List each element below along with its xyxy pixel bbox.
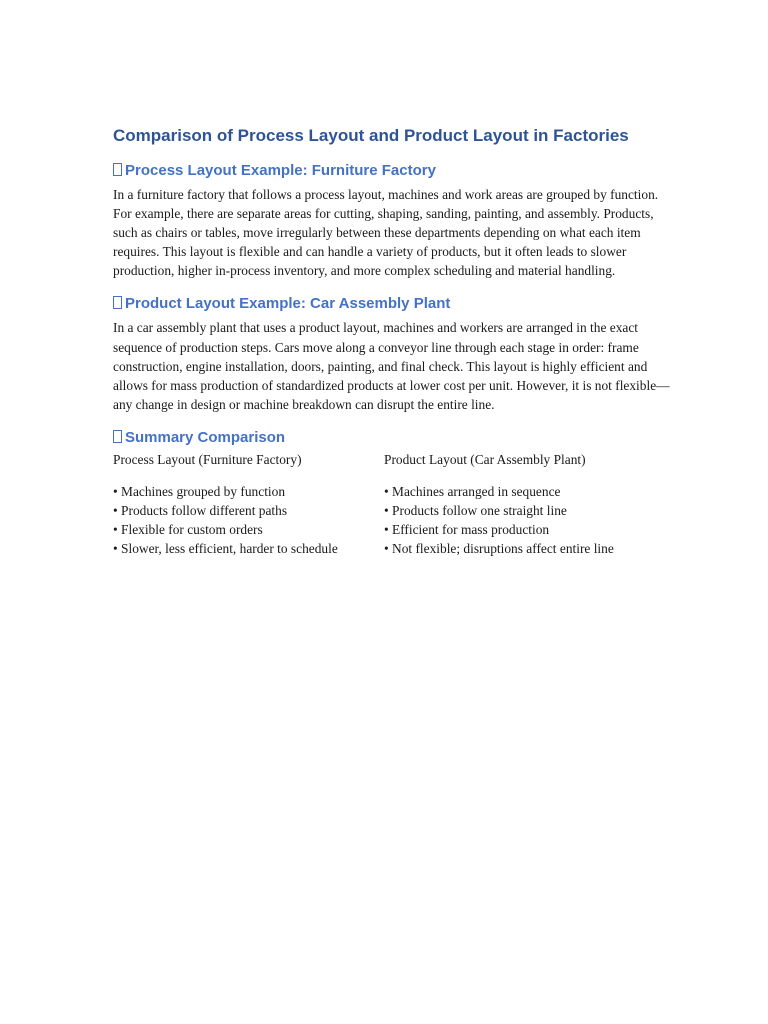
comparison-table — [113, 450, 673, 558]
comparison-column-process — [113, 450, 384, 558]
comparison-column-header: Product Layout (Car Assembly Plant) — [384, 451, 586, 467]
comparison-list-item: • Machines grouped by function — [113, 484, 286, 500]
comparison-list-item: • Flexible for custom orders — [113, 522, 263, 538]
section-paragraph-process-layout: In a furniture factory that follows a process layout, machines and work areas are grouped by function. For example, there are separate areas for cutting, shaping, sanding, painting, and assembly. Products, such as chairs or tables, move irregularly between these departments depending on what each item requires. This layout is flexible and can handle a variety of products, but it often leads to slower production, higher in-process inventory, and more complex scheduling and material handling. — [113, 187, 659, 279]
comparison-list-item: • Efficient for mass production — [384, 522, 550, 538]
comparison-list-item: • Machines arranged in sequence — [384, 484, 561, 500]
section-heading-text: Process Layout Example: Furniture Factory — [125, 162, 436, 179]
comparison-list-item: • Slower, less efficient, harder to schedule — [113, 541, 338, 557]
comparison-list — [384, 482, 673, 558]
page-title: Comparison of Process Layout and Product Layout in Factories — [113, 126, 629, 145]
document-page — [113, 124, 673, 558]
section-paragraph-product-layout: In a car assembly plant that uses a product layout, machines and workers are arranged in the exact sequence of production steps. Cars move along a conveyor line through each stage in order: frame construction, engine installation, doors, painting, and final check. This layout is highly efficient and allows for mass production of standardized products at lower cost per unit. However, it is not flexible—any change in design or machine breakdown can disrupt the entire line. — [113, 320, 670, 412]
comparison-list-item: • Products follow one straight line — [384, 503, 567, 519]
comparison-list-item: • Products follow different paths — [113, 503, 288, 519]
section-heading-text: Product Layout Example: Car Assembly Plant — [125, 295, 451, 313]
comparison-list — [113, 482, 384, 558]
comparison-column-header: Process Layout (Furniture Factory) — [113, 451, 302, 467]
section-heading-process-layout — [113, 160, 673, 182]
missing-glyph-icon — [113, 296, 122, 309]
section-heading-summary — [113, 427, 673, 449]
comparison-list-item: • Not flexible; disruptions affect entire line — [384, 541, 614, 557]
section-heading-text: Summary Comparison — [125, 428, 286, 446]
missing-glyph-icon — [113, 430, 122, 443]
comparison-column-product — [384, 450, 673, 558]
missing-glyph-icon — [113, 163, 122, 176]
section-heading-product-layout — [113, 293, 673, 315]
